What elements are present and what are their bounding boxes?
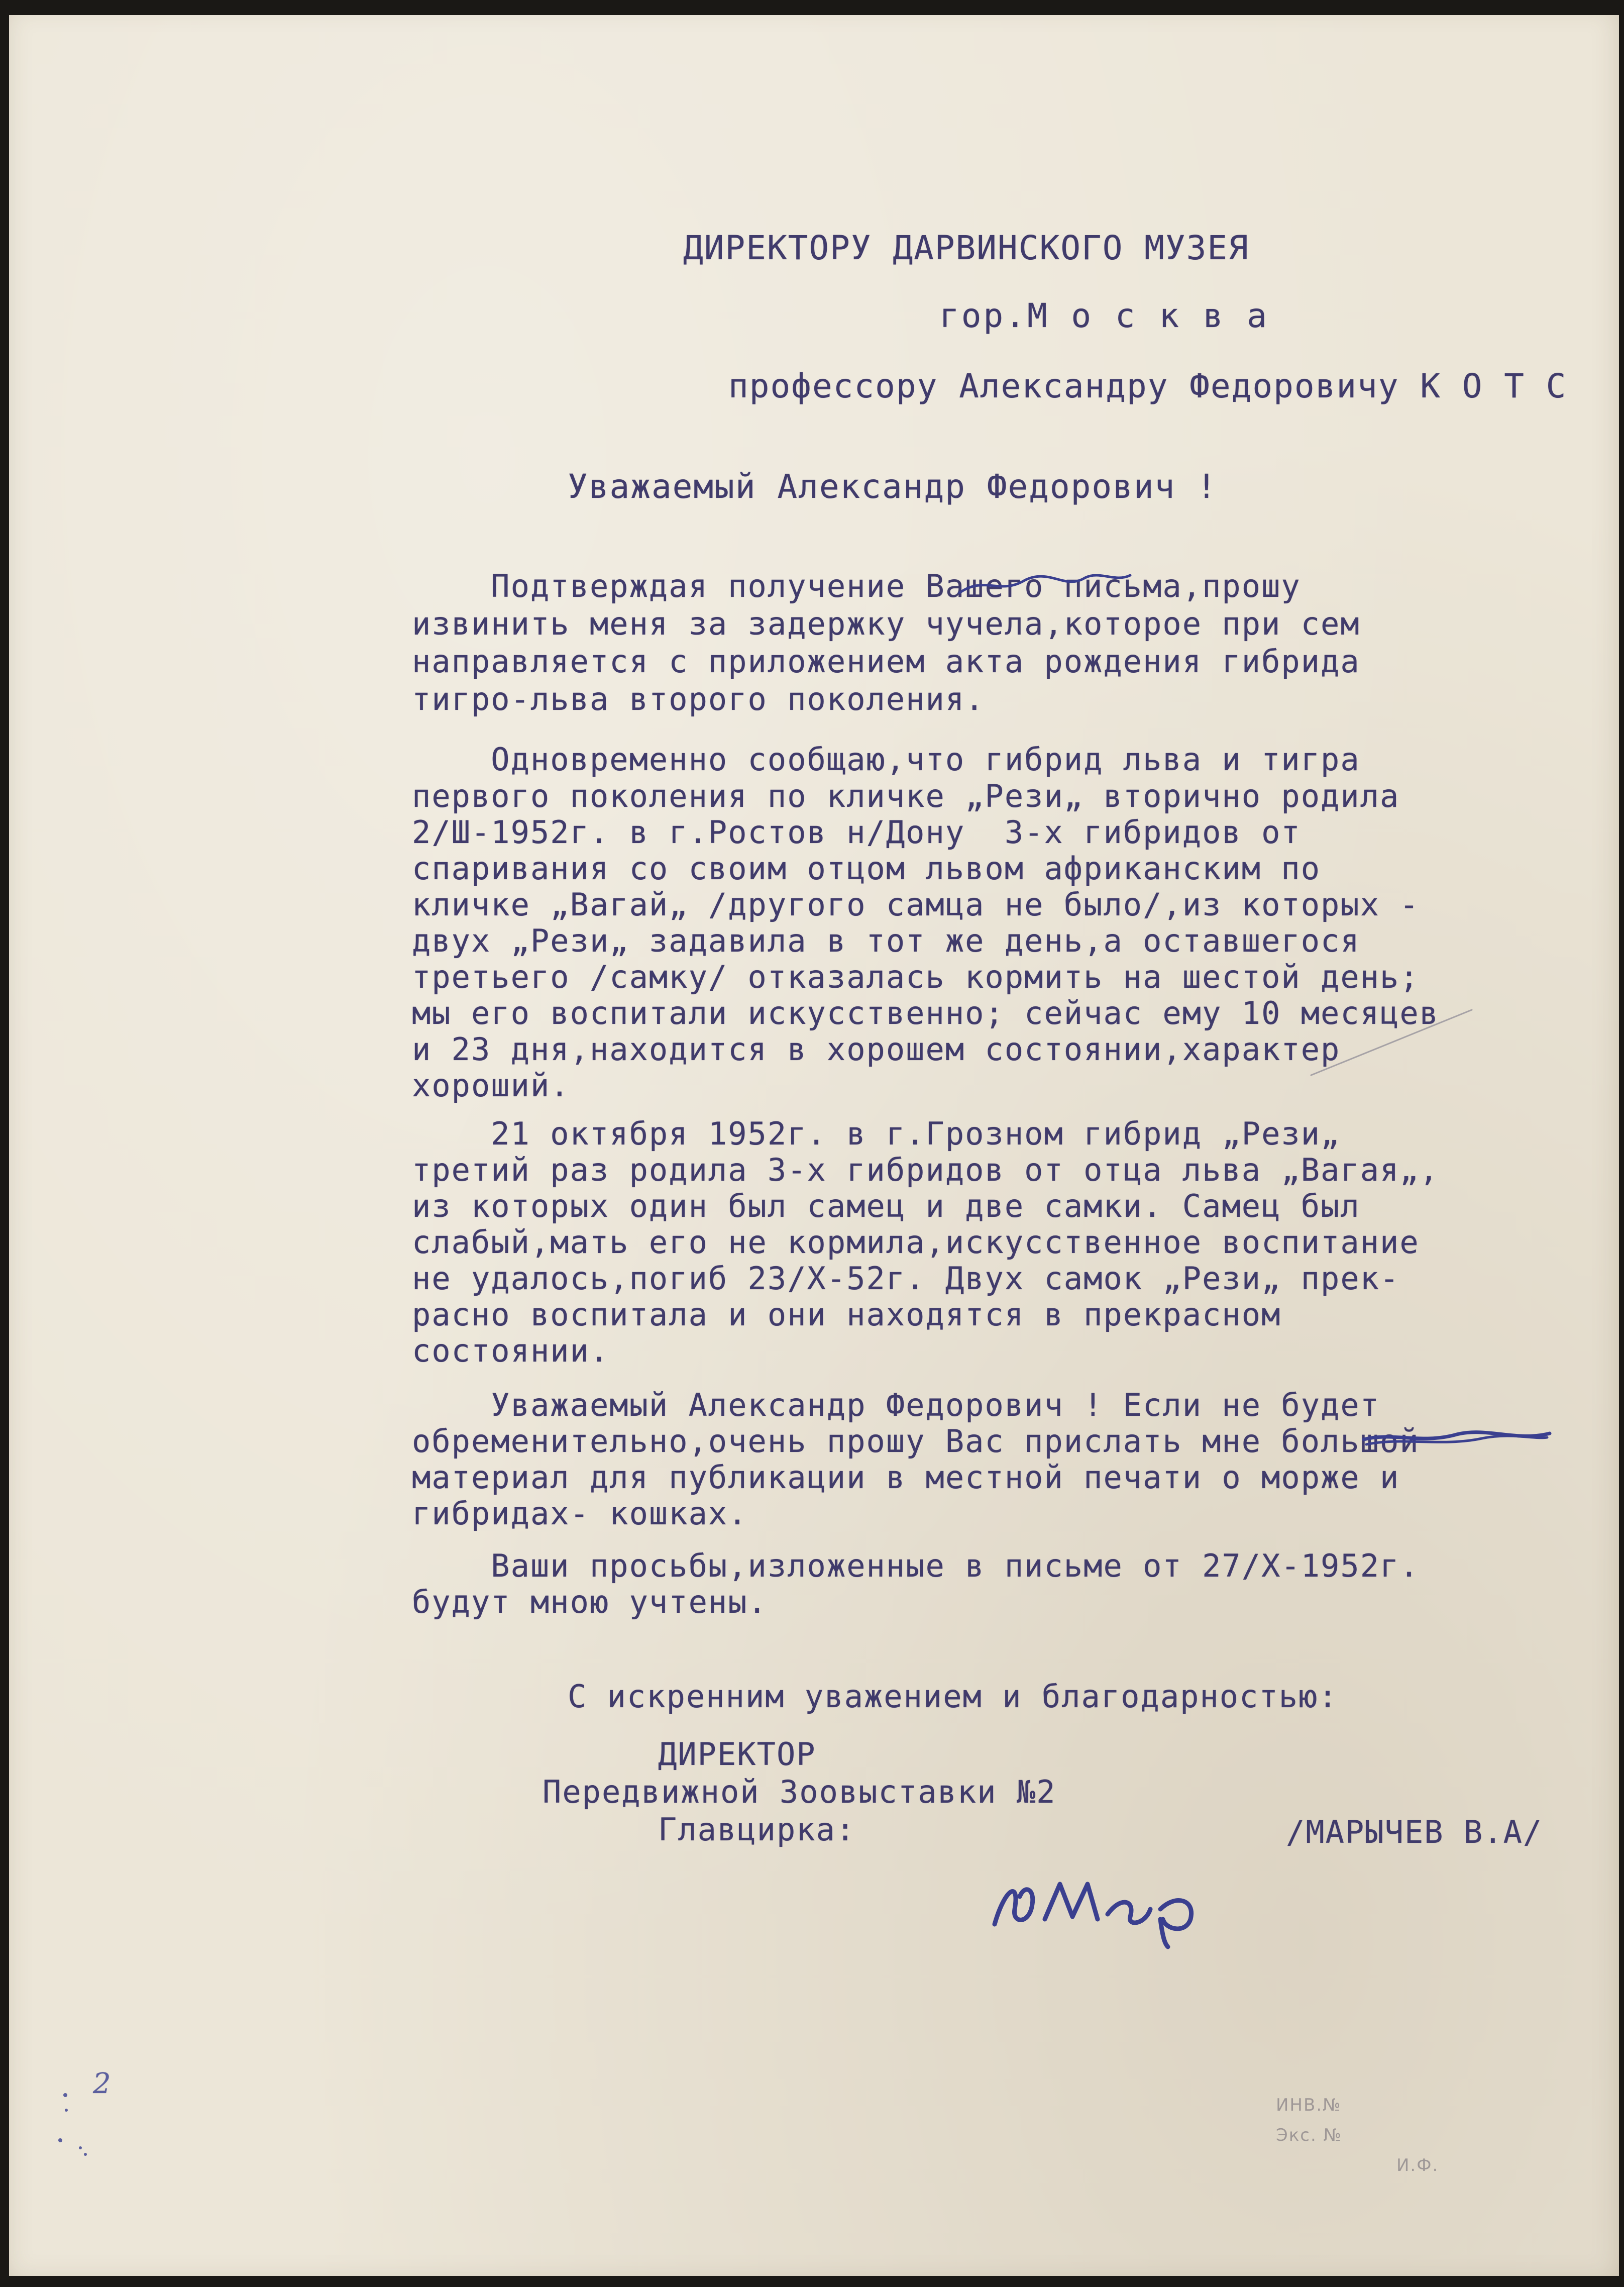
paragraph-line: мы его воспитали искусственно; сейчас ему 10 месяцев — [412, 995, 1440, 1031]
paragraph-line: хороший. — [412, 1067, 570, 1104]
paragraph-line: Подтверждая получение Вашего письма,прошу — [412, 568, 1301, 604]
margin-note: 2 — [93, 2067, 113, 2100]
paragraph-line: первого поколения по кличке „Рези„ вторично родила — [412, 778, 1400, 814]
paragraph-line: двух „Рези„ задавила в тот же день,а оставшегося — [412, 922, 1360, 959]
scan-edge-top — [0, 0, 1624, 15]
salutation: Уважаемый Александр Федорович ! — [568, 467, 1218, 506]
paragraph-line: Уважаемый Александр Федорович ! Если не будет — [412, 1387, 1380, 1423]
addressee-line-3: профессору Александру Федоровичу К О Т С — [728, 367, 1567, 405]
stamp-line: Экс. № — [1276, 2125, 1349, 2145]
paragraph-line: направляется с приложением акта рождения гибрида — [412, 643, 1360, 680]
paragraph-line: третий раз родила 3-х гибридов от отца льва „Вагая„, — [412, 1152, 1440, 1188]
stamp-line: ИНВ.№ — [1276, 2095, 1342, 2115]
closing-line: С искренним уважением и благодарностью: — [568, 1678, 1338, 1715]
paragraph-line: будут мною учтены. — [412, 1584, 768, 1620]
paragraph-line: гибридах- кошках. — [412, 1495, 748, 1532]
paragraph-line: кличке „Вагай„ /другого самца не было/,из которых - — [412, 886, 1420, 923]
paragraph-line: 21 октября 1952г. в г.Грозном гибрид „Рези„ — [412, 1115, 1341, 1152]
paragraph-line: тигро-льва второго поколения. — [412, 681, 985, 717]
signatory-organization-2: Главцирка: — [658, 1811, 856, 1848]
paragraph-line: слабый,мать его не кормила,искусственное воспитание — [412, 1224, 1420, 1261]
paragraph-line: обременительно,очень прошу Вас прислать мне большой — [412, 1423, 1420, 1460]
signatory-name: /МАРЫЧЕВ В.А/ — [1286, 1814, 1543, 1850]
signatory-title: ДИРЕКТОР — [658, 1736, 816, 1773]
paragraph-line: материал для публикации в местной печати о морже и — [412, 1459, 1400, 1496]
paragraph-line: третьего /самку/ отказалась кормить на шестой день; — [412, 959, 1420, 995]
paragraph-line: Ваши просьбы,изложенные в письме от 27/Х-1952г. — [412, 1547, 1420, 1584]
scan-edge-left — [0, 0, 9, 2287]
addressee-line-1: ДИРЕКТОРУ ДАРВИНСКОГО МУЗЕЯ — [683, 229, 1249, 267]
paragraph-line: расно воспитала и они находятся в прекрасном — [412, 1296, 1281, 1333]
paragraph-line: и 23 дня,находится в хорошем состоянии,характер — [412, 1031, 1341, 1068]
scan-edge-bottom — [0, 2276, 1624, 2287]
pencil-stroke-mark — [1306, 1000, 1477, 1080]
paragraph-line: извинить меня за задержку чучела,которое при сем — [412, 605, 1360, 642]
paragraph-line: 2/Ш-1952г. в г.Ростов н/Дону 3-х гибридов от — [412, 814, 1301, 851]
paragraph-line: Одновременно сообщаю,что гибрид льва и тигра — [412, 741, 1360, 778]
scan-edge-right — [1619, 0, 1624, 2287]
archive-stamp — [1266, 2085, 1482, 2191]
handwritten-signature — [985, 1849, 1246, 1949]
paragraph-line: не удалось,погиб 23/Х-52г. Двух самок „Рези„ прек- — [412, 1260, 1400, 1297]
stamp-line: И.Ф. — [1396, 2155, 1439, 2175]
paragraph-line: спаривания со своим отцом львом африканским по — [412, 850, 1321, 887]
paragraph-line: из которых один был самец и две самки. Самец был — [412, 1188, 1360, 1224]
signatory-organization: Передвижной Зоовыставки №2 — [543, 1774, 1056, 1810]
addressee-line-2: гор.М о с к в а — [939, 296, 1269, 335]
pen-scribble-mark — [954, 565, 1135, 605]
paragraph-line: состоянии. — [412, 1332, 610, 1369]
pen-strikethrough-mark — [1361, 1419, 1552, 1454]
